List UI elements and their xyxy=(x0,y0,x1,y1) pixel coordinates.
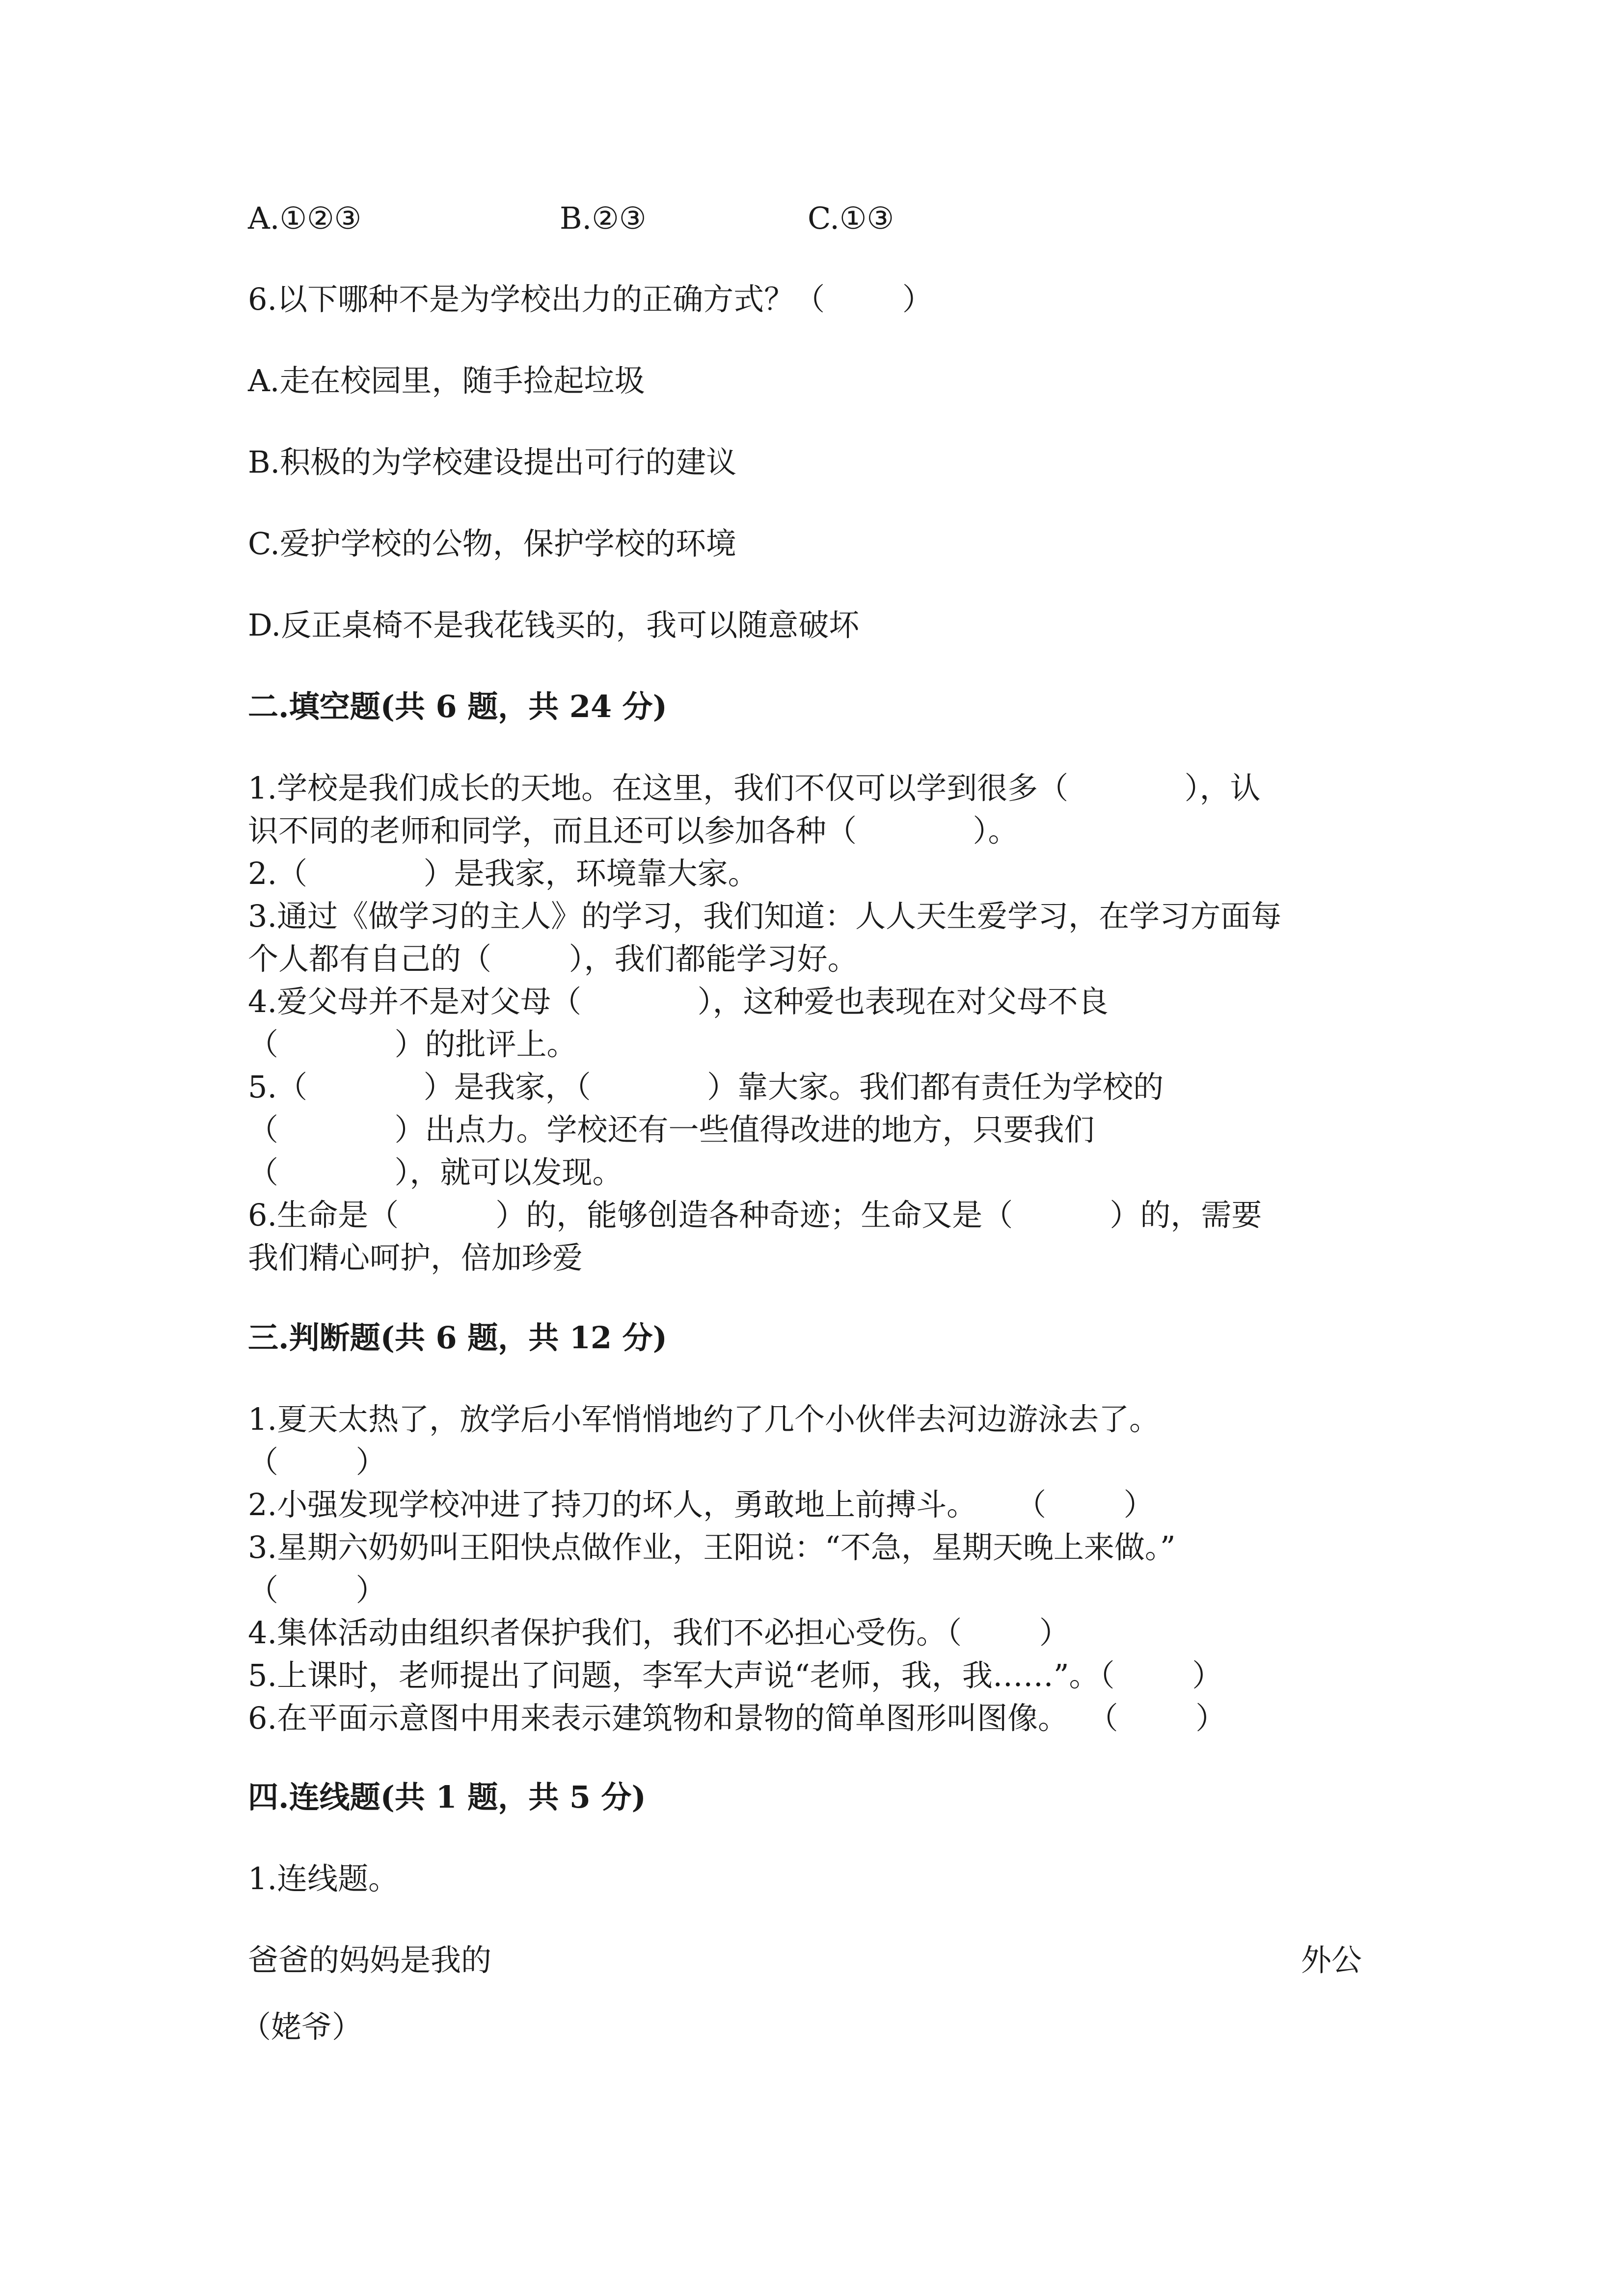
q5-option-c: C.①③ xyxy=(808,200,894,236)
s2-line-6: 4.爱父母并不是对父母（ ），这种爱也表现在对父母不良 xyxy=(248,984,1109,1019)
q5-options xyxy=(248,199,1426,238)
s4-q1: 1.连线题。 xyxy=(248,1861,399,1896)
s3-line-7: 5.上课时，老师提出了问题，李军大声说“老师，我，我……”。（ ） xyxy=(248,1657,1223,1693)
match-left-item-2: （姥爷） xyxy=(241,2009,363,2045)
s2-line-2: 识不同的老师和同学，而且还可以参加各种（ ）。 xyxy=(248,813,1019,849)
s3-line-4: 3.星期六奶奶叫王阳快点做作业，王阳说：“不急，星期天晚上来做。” xyxy=(248,1529,1176,1565)
s3-line-8: 6.在平面示意图中用来表示建筑物和景物的简单图形叫图像。 （ ） xyxy=(248,1700,1226,1736)
s2-line-10: （ ），就可以发现。 xyxy=(248,1154,623,1190)
section2-heading: 二.填空题(共 6 题，共 24 分) xyxy=(248,689,668,724)
q6-option-b: B.积极的为学校建设提出可行的建议 xyxy=(248,444,737,480)
s2-line-7: （ ）的批评上。 xyxy=(248,1026,577,1062)
q6-option-d: D.反正桌椅不是我花钱买的，我可以随意破坏 xyxy=(248,607,860,643)
s2-line-12: 我们精心呵护，倍加珍爱 xyxy=(248,1240,583,1276)
s2-line-9: （ ）出点力。学校还有一些值得改进的地方，只要我们 xyxy=(248,1112,1095,1148)
s3-line-5: （ ） xyxy=(248,1572,386,1608)
q6-option-a: A.走在校园里，随手捡起垃圾 xyxy=(248,363,645,399)
s2-line-4: 3.通过《做学习的主人》的学习，我们知道：人人天生爱学习，在学习方面每 xyxy=(248,898,1282,934)
s3-line-3: 2.小强发现学校冲进了持刀的坏人，勇敢地上前搏斗。 （ ） xyxy=(248,1487,1154,1522)
match-left-item: 爸爸的妈妈是我的 xyxy=(248,1942,492,1978)
q5-option-b: B.②③ xyxy=(560,200,647,236)
s2-line-11: 6.生命是（ ）的，能够创造各种奇迹；生命又是（ ）的，需要 xyxy=(248,1197,1262,1233)
s3-line-1: 1.夏天太热了，放学后小军悄悄地约了几个小伙伴去河边游泳去了。 xyxy=(248,1401,1160,1437)
s2-line-3: 2.（ ）是我家，环境靠大家。 xyxy=(248,855,758,891)
section3-heading: 三.判断题(共 6 题，共 12 分) xyxy=(248,1320,668,1356)
section4-heading: 四.连线题(共 1 题，共 5 分) xyxy=(248,1779,646,1815)
s3-line-6: 4.集体活动由组织者保护我们，我们不必担心受伤。（ ） xyxy=(248,1615,1070,1651)
s3-line-2: （ ） xyxy=(248,1444,386,1480)
match-right-item: 外公 xyxy=(1301,1942,1362,1978)
q6-stem: 6.以下哪种不是为学校出力的正确方式？（ ） xyxy=(248,281,933,317)
q5-option-a: A.①②③ xyxy=(248,200,362,236)
q6-option-c: C.爱护学校的公物，保护学校的环境 xyxy=(248,526,736,561)
s2-line-8: 5.（ ）是我家，（ ）靠大家。我们都有责任为学校的 xyxy=(248,1069,1164,1105)
s2-line-1: 1.学校是我们成长的天地。在这里，我们不仅可以学到很多（ ），认 xyxy=(248,770,1261,806)
s2-line-5: 个人都有自己的（ ），我们都能学习好。 xyxy=(248,941,858,977)
